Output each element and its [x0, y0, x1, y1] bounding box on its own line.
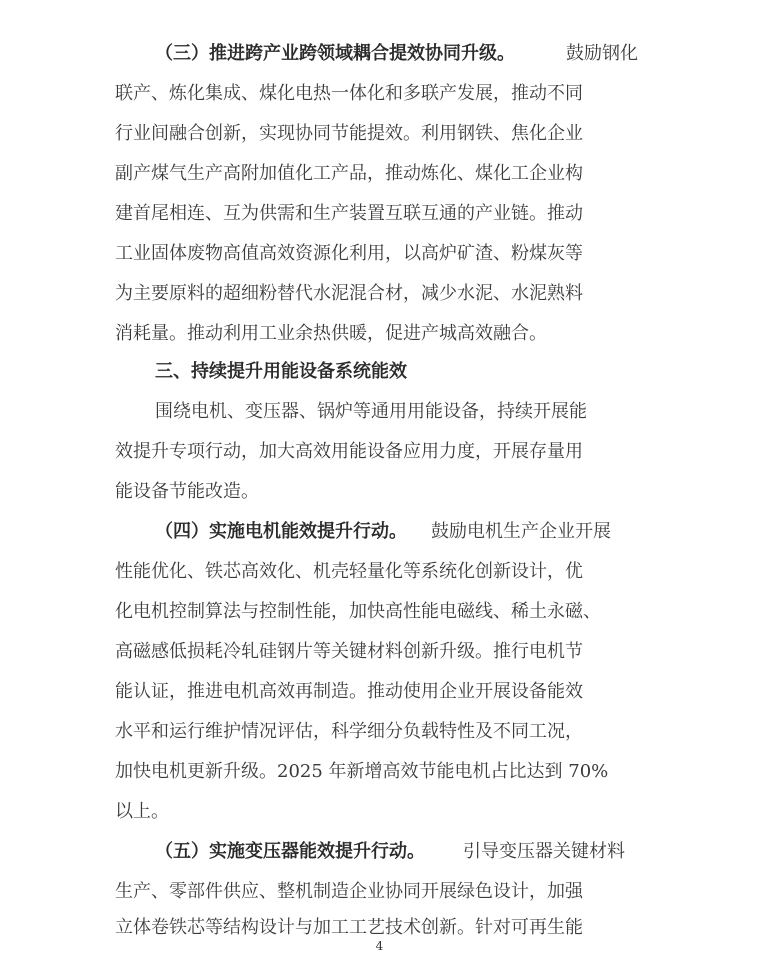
text-run: 副产煤气生产高附加值化工产品，推动炼化、煤化工企业构 [115, 163, 583, 184]
text-line [0, 275, 759, 313]
text-line [0, 793, 759, 831]
text-line [0, 473, 759, 511]
text-line [0, 315, 759, 353]
text-line [0, 673, 759, 711]
text-run: 行业间融合创新，实现协同节能提效。利用钢铁、焦化企业 [115, 123, 583, 144]
text-run: 引导变压器关键材料 [463, 841, 625, 862]
text-run: 鼓励电机生产企业开展 [431, 521, 611, 542]
text-line [0, 633, 759, 671]
text-run: 水平和运行维护情况评估，科学细分负载特性及不同工况， [115, 721, 583, 742]
text-line [0, 35, 759, 73]
text-line [0, 195, 759, 233]
text-line [0, 873, 759, 911]
text-line [0, 833, 759, 871]
text-line [0, 753, 759, 791]
text-line [0, 713, 759, 751]
text-line [0, 393, 759, 431]
text-run: 工业固体废物高值高效资源化利用，以高炉矿渣、粉煤灰等 [115, 243, 583, 264]
text-run: 消耗量。推动利用工业余热供暖，促进产城高效融合。 [115, 323, 547, 344]
text-line [0, 593, 759, 631]
text-run: 性能优化、铁芯高效化、机壳轻量化等系统化创新设计，优 [115, 561, 583, 582]
text-line [0, 513, 759, 551]
text-line [0, 115, 759, 153]
section-heading: 三、持续提升用能设备系统能效 [155, 361, 407, 382]
subsection-title-4: （四）实施电机能效提升行动。 [155, 521, 407, 542]
text-run: 以上。 [115, 801, 169, 822]
text-run: 生产、零部件供应、整机制造企业协同开展绿色设计，加强 [115, 881, 583, 902]
subsection-title-3: （三）推进跨产业跨领域耦合提效协同升级。 [155, 43, 515, 64]
text-run: 建首尾相连、互为供需和生产装置互联互通的产业链。推动 [115, 203, 583, 224]
text-run: 高磁感低损耗冷轧硅钢片等关键材料创新升级。推行电机节 [115, 641, 583, 662]
text-line [0, 353, 759, 391]
text-run: 效提升专项行动，加大高效用能设备应用力度，开展存量用 [115, 441, 583, 462]
text-run: 为主要原料的超细粉替代水泥混合材，减少水泥、水泥熟料 [115, 283, 583, 304]
subsection-title-5: （五）实施变压器能效提升行动。 [155, 841, 425, 862]
text-line [0, 553, 759, 591]
text-run: 能认证，推进电机高效再制造。推动使用企业开展设备能效 [115, 681, 583, 702]
text-line [0, 155, 759, 193]
text-line [0, 433, 759, 471]
text-run: 围绕电机、变压器、锅炉等通用用能设备，持续开展能 [155, 401, 587, 422]
text-run: 能设备节能改造。 [115, 481, 259, 502]
text-run: 化电机控制算法与控制性能，加快高性能电磁线、稀土永磁、 [115, 601, 601, 622]
text-run: 鼓励钢化 [566, 43, 638, 64]
text-line [0, 75, 759, 113]
page-number: 4 [375, 939, 384, 953]
text-run: 加快电机更新升级。2025 年新增高效节能电机占比达到 70% [115, 761, 609, 782]
text-run: 联产、炼化集成、煤化电热一体化和多联产发展，推动不同 [115, 83, 583, 104]
text-run: 立体卷铁芯等结构设计与加工工艺技术创新。针对可再生能 [115, 917, 583, 938]
text-line [0, 235, 759, 273]
